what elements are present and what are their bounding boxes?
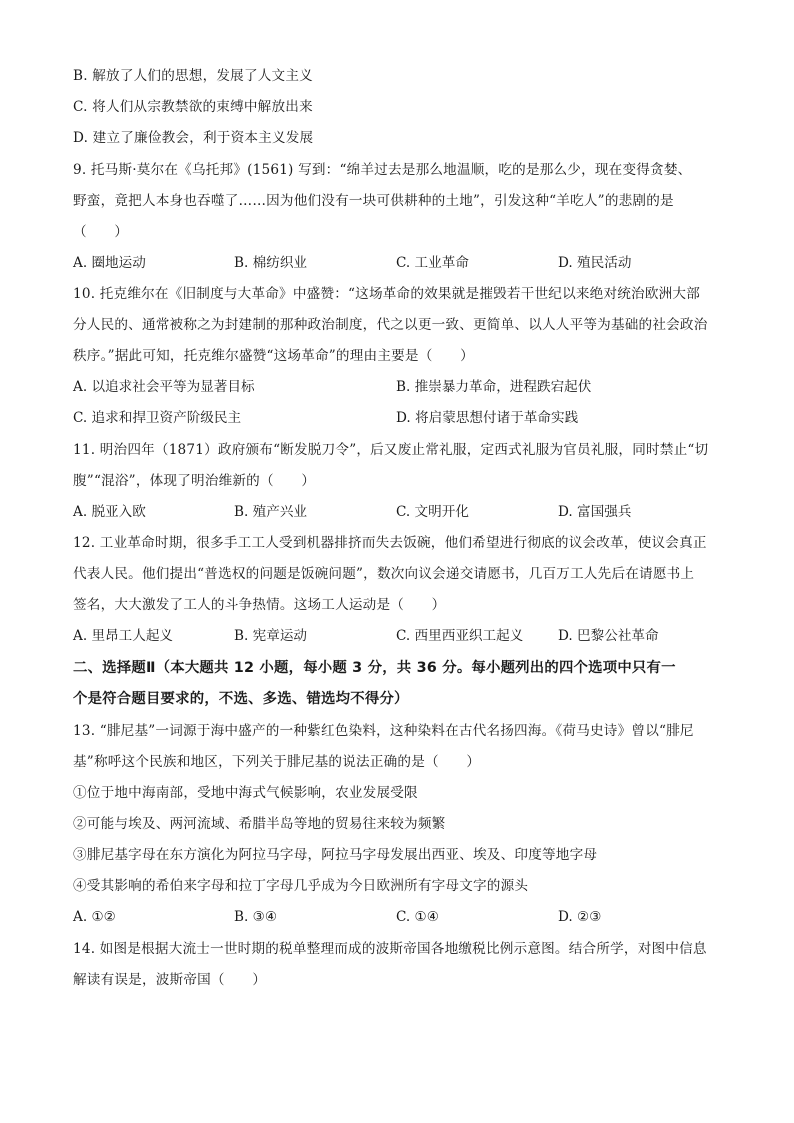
q13-stem-line: 基”称呼这个民族和地区，下列关于腓尼基的说法正确的是（ ） — [73, 754, 481, 770]
q13-stem-line: 13. “腓尼基”一词源于海中盛产的一种紫红色染料，这种染料在古代名扬四海。《荷马史诗》曾以“腓尼 — [73, 723, 694, 739]
q13-item-4: ④受其影响的希伯来字母和拉丁字母几乎成为今日欧洲所有字母文字的源头 — [73, 878, 529, 894]
q9-stem-line: 9. 托马斯·莫尔在《乌托邦》(1561) 写到：“绵羊过去是那么地温顺，吃的是那么少，现在变得贪婪、 — [73, 162, 692, 178]
q12-option-a: A. 里昂工人起义 — [73, 628, 174, 644]
q11-option-d: D. 富国强兵 — [558, 504, 632, 520]
q11-option-b: B. 殖产兴业 — [234, 504, 308, 520]
q8-option-b: B. 解放了人们的思想，发展了人文主义 — [73, 68, 313, 84]
q10-stem-line: 分人民的、通常被称之为封建制的那种政治制度，代之以更一致、更简单、以人人平等为基础的社会政治 — [73, 317, 708, 333]
q9-stem-line: 野蛮，竟把人本身也吞噬了……因为他们没有一块可供耕种的土地”，引发这种“羊吃人”的悲剧的是 — [73, 193, 674, 209]
q13-option-d: D. ②③ — [558, 909, 602, 925]
q8-option-d: D. 建立了廉俭教会，利于资本主义发展 — [73, 130, 314, 146]
q13-option-b: B. ③④ — [234, 909, 278, 925]
q8-option-c: C. 将人们从宗教禁欲的束缚中解放出来 — [73, 99, 313, 115]
q11-stem-line: 腹”“混浴”，体现了明治维新的（ ） — [73, 473, 316, 489]
q12-stem-line: 12. 工业革命时期，很多手工工人受到机器排挤而失去饭碗，他们希望进行彻底的议会改革，使议会真正 — [73, 535, 707, 551]
q11-stem-line: 11. 明治四年（1871）政府颁布“断发脱刀令”，后又废止常礼服，定西式礼服为官员礼服，同时禁止“切 — [73, 442, 709, 458]
q10-stem-line: 10. 托克维尔在《旧制度与大革命》中盛赞：“这场革命的效果就是摧毁若干世纪以来绝对统治欧洲大部 — [73, 286, 701, 302]
section-heading-line: 二、选择题Ⅱ（本大题共 12 小题，每小题 3 分，共 36 分。每小题列出的四个选项中只有一 — [73, 660, 676, 676]
q13-item-2: ②可能与埃及、两河流域、希腊半岛等地的贸易往来较为频繁 — [73, 816, 446, 832]
q10-stem-line: 秩序。”据此可知，托克维尔盛赞“这场革命”的理由主要是（ ） — [73, 348, 474, 364]
q12-stem-line: 签名，大大激发了工人的斗争热情。这场工人运动是（ ） — [73, 597, 446, 613]
q13-option-a: A. ①② — [73, 909, 116, 925]
q9-option-d: D. 殖民活动 — [558, 255, 632, 271]
q13-item-1: ①位于地中海南部，受地中海式气候影响，农业发展受限 — [73, 785, 418, 801]
q12-option-c: C. 西里西亚织工起义 — [396, 628, 524, 644]
q9-option-b: B. 棉纺织业 — [234, 255, 308, 271]
q11-option-a: A. 脱亚入欧 — [73, 504, 146, 520]
q10-option-d: D. 将启蒙思想付诸于革命实践 — [396, 410, 579, 426]
q9-stem-line: （ ） — [73, 224, 129, 240]
q10-option-a: A. 以追求社会平等为显著目标 — [73, 379, 255, 395]
q14-stem-line: 14. 如图是根据大流士一世时期的税单整理而成的波斯帝国各地缴税比例示意图。结合所学，对图中信息 — [73, 941, 707, 957]
q9-option-a: A. 圈地运动 — [73, 255, 146, 271]
q12-stem-line: 代表人民。他们提出“普选权的问题是饭碗问题”，数次向议会递交请愿书，几百万工人先后在请愿书上 — [73, 566, 695, 582]
q14-stem-line: 解读有误是，波斯帝国（ ） — [73, 972, 267, 988]
q13-item-3: ③腓尼基字母在东方演化为阿拉马字母，阿拉马字母发展出西亚、埃及、印度等地字母 — [73, 847, 598, 863]
q12-option-b: B. 宪章运动 — [234, 628, 308, 644]
q10-option-b: B. 推崇暴力革命，进程跌宕起伏 — [396, 379, 592, 395]
section-heading-line: 个是符合题目要求的，不选、多选、错选均不得分） — [73, 691, 409, 707]
q9-option-c: C. 工业革命 — [396, 255, 469, 271]
q13-option-c: C. ①④ — [396, 909, 439, 925]
q10-option-c: C. 追求和捍卫资产阶级民主 — [73, 410, 242, 426]
q12-option-d: D. 巴黎公社革命 — [558, 628, 659, 644]
q11-option-c: C. 文明开化 — [396, 504, 469, 520]
